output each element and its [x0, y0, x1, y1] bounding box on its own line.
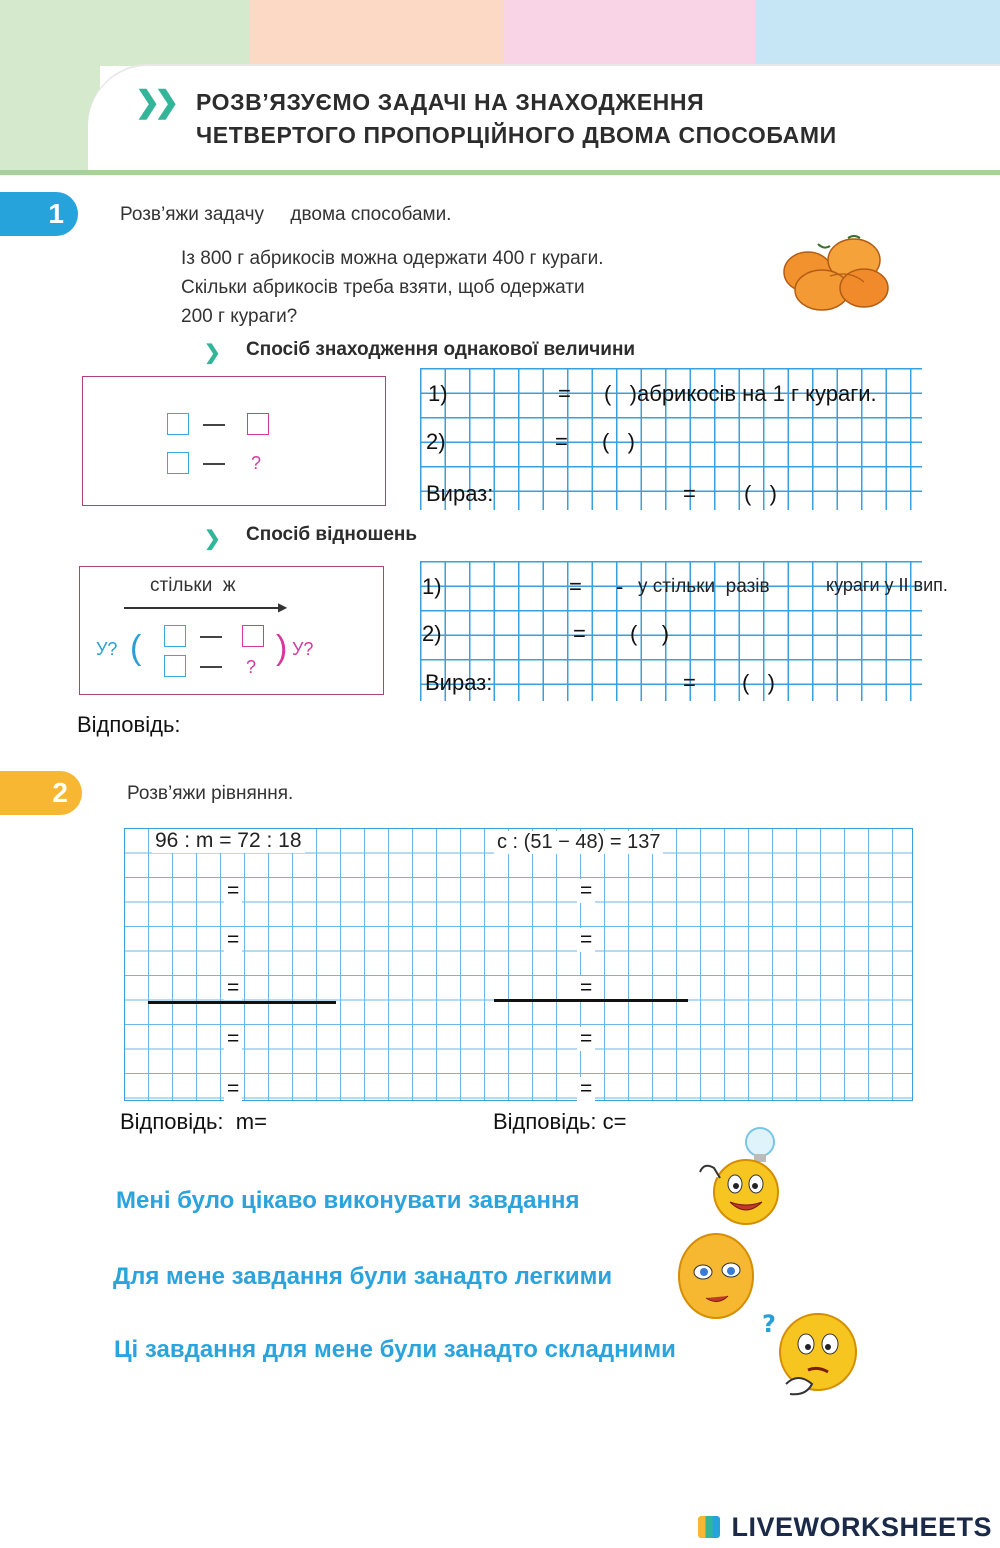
smiley-confident-icon[interactable] — [676, 1232, 758, 1320]
task2-answer-right: Відповідь: с= — [493, 1109, 627, 1134]
method2-title: Спосіб відношень — [246, 524, 418, 545]
scheme-top-label: стільки ж — [150, 575, 236, 596]
page-title — [196, 86, 837, 152]
method2-row-2-eq: = — [573, 621, 586, 646]
reflection-option-1[interactable]: Мені було цікаво виконувати завдання — [116, 1187, 580, 1214]
scheme-square-2 — [167, 452, 189, 474]
scheme-dash-2 — [203, 463, 225, 465]
method2-row-2: 2) — [422, 621, 442, 646]
left-curved-arrow-icon: ( — [130, 629, 142, 667]
scheme2-square-pink — [242, 625, 264, 647]
scheme-dash-1 — [203, 424, 225, 426]
method2-row-1: 1) — [422, 574, 442, 599]
scheme-question: ? — [251, 453, 262, 473]
svg-text:?: ? — [762, 1310, 776, 1338]
method2-expression-eq: = — [683, 670, 696, 695]
task2-answer-left: Відповідь: m= — [120, 1109, 267, 1134]
header-divider — [0, 170, 1000, 175]
scheme-right-label: У? — [292, 639, 314, 659]
scheme2-question: ? — [246, 657, 257, 677]
right-eq-sign-3: = — [577, 976, 595, 1000]
task1-answer-label: Відповідь: — [77, 712, 181, 737]
method1-expression-label: Вираз: — [426, 481, 494, 506]
method2-row-1-note2: кураги у ІІ вип. — [826, 575, 948, 595]
title-line-1: РОЗВ’ЯЗУЄМО ЗАДАЧІ НА ЗНАХОДЖЕННЯ — [196, 89, 705, 115]
strip-pink — [503, 0, 755, 66]
apricots-image — [778, 232, 894, 316]
method1-row-1: 1) — [428, 381, 448, 406]
task1-problem: Із 800 г абрикосів можна одержати 400 г кураги. Скільки абрикосів треба взяти, щоб одержати 200 г кураги? — [181, 248, 604, 327]
scheme2-dash-2 — [200, 666, 222, 668]
scheme-left-label: У? — [96, 639, 118, 659]
method1-row-2-paren: ( ) — [602, 429, 635, 454]
left-eq-sign-5: = — [224, 1077, 242, 1101]
left-eq-sign-4: = — [224, 1027, 242, 1051]
method1-row-2: 2) — [426, 429, 446, 454]
grid-border — [124, 828, 913, 1101]
method1-expression-eq: = — [683, 481, 696, 506]
scheme2-dash-1 — [200, 636, 222, 638]
left-check-line — [148, 1001, 336, 1004]
reflection-option-2[interactable]: Для мене завдання були занадто легкими — [113, 1263, 613, 1290]
watermark: LIVEWORKSHEETS — [731, 1512, 992, 1542]
smiley-thinking-icon[interactable] — [762, 1304, 866, 1400]
scheme2-square-2 — [164, 655, 186, 677]
arrow-right-icon: ▶ — [278, 600, 288, 614]
header-left-bg — [0, 66, 100, 172]
left-eq-sign-1: = — [224, 879, 242, 903]
right-check-line — [494, 999, 688, 1002]
scheme-arrow — [124, 607, 284, 609]
strip-blue — [755, 0, 1000, 66]
method2-row-1-eq: = — [569, 574, 582, 599]
method1-row-1-unit: ( )абрикосів на 1 г кураги. — [604, 381, 877, 406]
title-line-2: ЧЕТВЕРТОГО ПРОПОРЦІЙНОГО ДВОМА СПОСОБАМИ — [196, 122, 837, 148]
smiley-idea-icon[interactable] — [690, 1120, 790, 1230]
right-eq-sign-1: = — [577, 879, 595, 903]
right-eq-sign-5: = — [577, 1077, 595, 1101]
method2-row-2-paren: ( ) — [630, 621, 670, 646]
left-eq-sign-2: = — [224, 928, 242, 952]
left-equation: 96 : m = 72 : 18 — [152, 829, 305, 853]
method1-scheme-box — [82, 376, 386, 506]
method1-row-2-eq: = — [555, 429, 568, 454]
scheme2-square-1 — [164, 625, 186, 647]
method1-expression-paren: ( ) — [744, 481, 777, 506]
method2-expression-paren: ( ) — [742, 670, 775, 695]
scheme-square-1 — [167, 413, 189, 435]
right-eq-sign-2: = — [577, 928, 595, 952]
scheme-square-pink — [247, 413, 269, 435]
right-curved-arrow-icon: ) — [276, 629, 288, 667]
right-eq-sign-4: = — [577, 1027, 595, 1051]
task-number-1: 1 — [0, 192, 78, 236]
method2-chevron-icon: ❯ — [204, 528, 221, 550]
double-chevron-icon: ❯❯ — [135, 86, 174, 119]
method2-row-1-note: у стільки разів — [638, 576, 770, 597]
method2-row-1-dash: - — [616, 574, 624, 599]
reflection-option-3[interactable]: Ці завдання для мене були занадто складними — [114, 1336, 676, 1363]
strip-green — [0, 0, 250, 66]
left-eq-sign-3: = — [224, 976, 242, 1000]
method1-row-1-eq: = — [558, 381, 571, 406]
task-number-2: 2 — [0, 771, 82, 815]
method1-chevron-icon: ❯ — [204, 342, 221, 364]
right-equation: c : (51 − 48) = 137 — [494, 831, 663, 854]
liveworksheets-logo-icon — [698, 1516, 720, 1538]
strip-peach — [250, 0, 503, 66]
method2-expression-label: Вираз: — [425, 670, 493, 695]
task2-instruction: Розв’яжи рівняння. — [127, 783, 294, 804]
method2-scheme-box — [79, 566, 384, 695]
task1-instruction: Розв’яжи задачу двома способами. — [120, 204, 452, 225]
method1-title: Спосіб знаходження однакової величини — [246, 339, 636, 360]
